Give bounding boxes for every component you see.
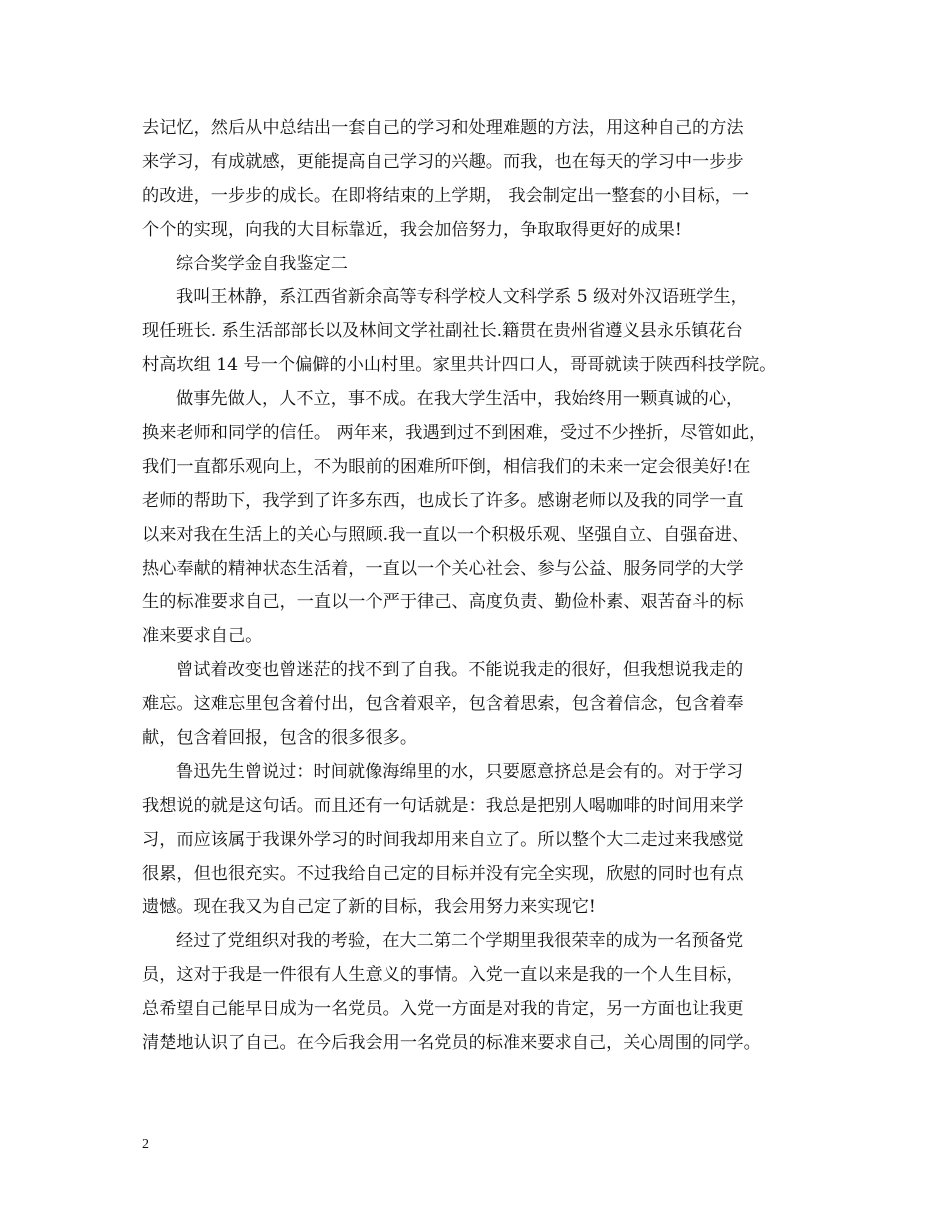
text-line: 鲁迅先生曾说过：时间就像海绵里的水，只要愿意挤总是会有的。对于学习 xyxy=(176,761,744,782)
text-line: 个个的实现，向我的大目标靠近，我会加倍努力，争取取得更好的成果! xyxy=(142,219,682,240)
text-line: 很累，但也很充实。不过我给自己定的目标并没有完全实现，欣慰的同时也有点 xyxy=(142,863,744,884)
text-line: 以来对我在生活上的关心与照顾.我一直以一个积极乐观、坚强自立、自强奋进、 xyxy=(142,524,750,545)
text-line: 做事先做人，人不立，事不成。在我大学生活中，我始终用一颗真诚的心， xyxy=(176,389,744,410)
document-body xyxy=(142,112,812,1061)
text-line: 曾试着改变也曾迷茫的找不到了自我。不能说我走的很好，但我想说我走的 xyxy=(176,660,744,681)
text-line: 清楚地认识了自己。在今后我会用一名党员的标准来要求自己，关心周围的同学。 xyxy=(142,1033,761,1054)
text-line: 现任班长. 系生活部部长以及林间文学社副社长.籍贯在贵州省遵义县永乐镇花台 xyxy=(142,321,743,342)
text-line: 我们一直都乐观向上，不为眼前的困难所吓倒，相信我们的未来一定会很美好!在 xyxy=(142,456,751,477)
text-line: 来学习，有成就感，更能提高自己学习的兴趣。而我，也在每天的学习中一步步 xyxy=(142,151,744,172)
text-line: 的改进，一步步的成长。在即将结束的上学期， 我会制定出一整套的小目标，一 xyxy=(142,185,750,206)
text-line: 总希望自己能早日成为一名党员。入党一方面是对我的肯定，另一方面也让我更 xyxy=(142,999,744,1020)
page-number: 2 xyxy=(142,1137,149,1152)
text-line: 综合奖学金自我鉴定二 xyxy=(176,253,348,274)
text-line: 我叫王林静，系江西省新余高等专科学校人文科学系 5 级对外汉语班学生， xyxy=(176,287,748,308)
text-line: 员，这对于我是一件很有人生意义的事情。入党一直以来是我的一个人生目标， xyxy=(142,965,744,986)
text-line: 准来要求自己。 xyxy=(142,626,263,647)
text-line: 村高坎组 14 号一个偏僻的小山村里。家里共计四口人，哥哥就读于陕西科技学院。 xyxy=(142,355,777,376)
text-line: 热心奉献的精神状态生活着，一直以一个关心社会、参与公益、服务同学的大学 xyxy=(142,558,744,579)
text-line: 献，包含着回报，包含的很多很多。 xyxy=(142,728,418,749)
text-line: 难忘。这难忘里包含着付出，包含着艰辛，包含着思索，包含着信念，包含着奉 xyxy=(142,694,744,715)
text-line: 老师的帮助下，我学到了许多东西，也成长了许多。感谢老师以及我的同学一直 xyxy=(142,490,744,511)
text-line: 去记忆，然后从中总结出一套自己的学习和处理难题的方法，用这种自己的方法 xyxy=(142,118,744,138)
text-line: 换来老师和同学的信任。 两年来，我遇到过不到困难，受过不少挫折，尽管如此， xyxy=(142,423,767,444)
text-line: 习，而应该属于我课外学习的时间我却用来自立了。所以整个大二走过来我感觉 xyxy=(142,829,744,850)
text-line: 经过了党组织对我的考验，在大二第二个学期里我很荣幸的成为一名预备党 xyxy=(176,931,744,952)
text-line: 我想说的就是这句话。而且还有一句话就是：我总是把别人喝咖啡的时间用来学 xyxy=(142,795,744,816)
text-line: 生的标准要求自己，一直以一个严于律己、高度负责、勤俭朴素、艰苦奋斗的标 xyxy=(142,592,744,613)
text-line: 遗憾。现在我又为自己定了新的目标，我会用努力来实现它! xyxy=(142,897,596,918)
